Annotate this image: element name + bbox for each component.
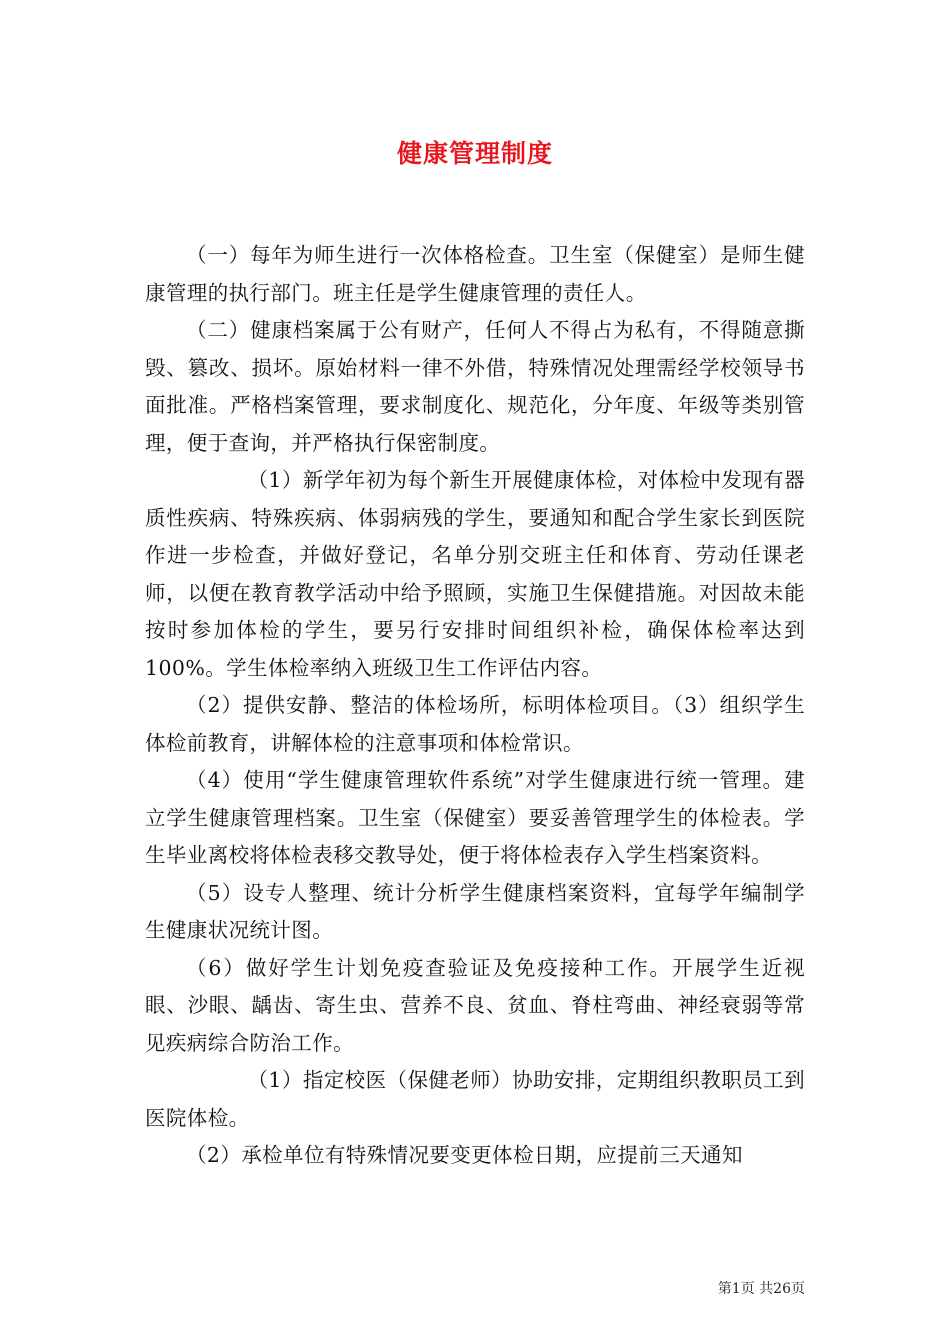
paragraph-8: （1）指定校医（保健老师）协助安排，定期组织教职员工到医院体检。 — [145, 1068, 805, 1130]
paragraph-5: （4）使用“学生健康管理软件系统”对学生健康进行统一管理。建立学生健康管理档案。卫生室（保健室）要妥善管理学生的体检表。学生毕业离校将体检表移交教导处，便于将体检表存入学生档案资料。 — [145, 768, 805, 867]
footer-total-pages: 26 — [773, 1281, 791, 1297]
footer-current-page: 1 — [731, 1281, 741, 1297]
paragraph-4: （2）提供安静、整洁的体检场所，标明体检项目。（3）组织学生体检前教育，讲解体检的注意事项和体检常识。 — [145, 693, 805, 755]
paragraph-1: （一）每年为师生进行一次体格检查。卫生室（保健室）是师生健康管理的执行部门。班主任是学生健康管理的责任人。 — [145, 243, 805, 305]
paragraph-3: （1）新学年初为每个新生开展健康体检，对体检中发现有器质性疾病、特殊疾病、体弱病残的学生，要通知和配合学生家长到医院作进一步检查，并做好登记，名单分别交班主任和体育、劳动任课老师，以便在教育教学活动中给予照顾，实施卫生保健措施。对因故未能按时参加体检的学生，要另行安排时间组织补检，确保体检率达到100%。学生体检率纳入班级卫生工作评估内容。 — [145, 468, 805, 680]
paragraph-7: （6）做好学生计划免疫查验证及免疫接种工作。开展学生近视眼、沙眼、龋齿、寄生虫、营养不良、贫血、脊柱弯曲、神经衰弱等常见疾病综合防治工作。 — [145, 955, 805, 1055]
footer-middle: 页 共 — [740, 1281, 774, 1297]
footer-prefix: 第 — [717, 1281, 732, 1297]
paragraph-9: （2）承检单位有特殊情况要变更体检日期，应提前三天通知 — [186, 1143, 743, 1167]
paragraph-6: （5）设专人整理、统计分析学生健康档案资料，宜每学年编制学生健康状况统计图。 — [145, 880, 805, 942]
paragraph-2: （二）健康档案属于公有财产，任何人不得占为私有，不得随意撕毁、篡改、损坏。原始材料一律不外借，特殊情况处理需经学校领导书面批准。严格档案管理，要求制度化、规范化，分年度、年级等类别管理，便于查询，并严格执行保密制度。 — [145, 318, 805, 455]
document-body — [145, 237, 805, 1175]
page-number-footer — [718, 1278, 805, 1298]
document-title: 健康管理制度 — [396, 139, 553, 168]
footer-suffix: 页 — [791, 1281, 805, 1297]
